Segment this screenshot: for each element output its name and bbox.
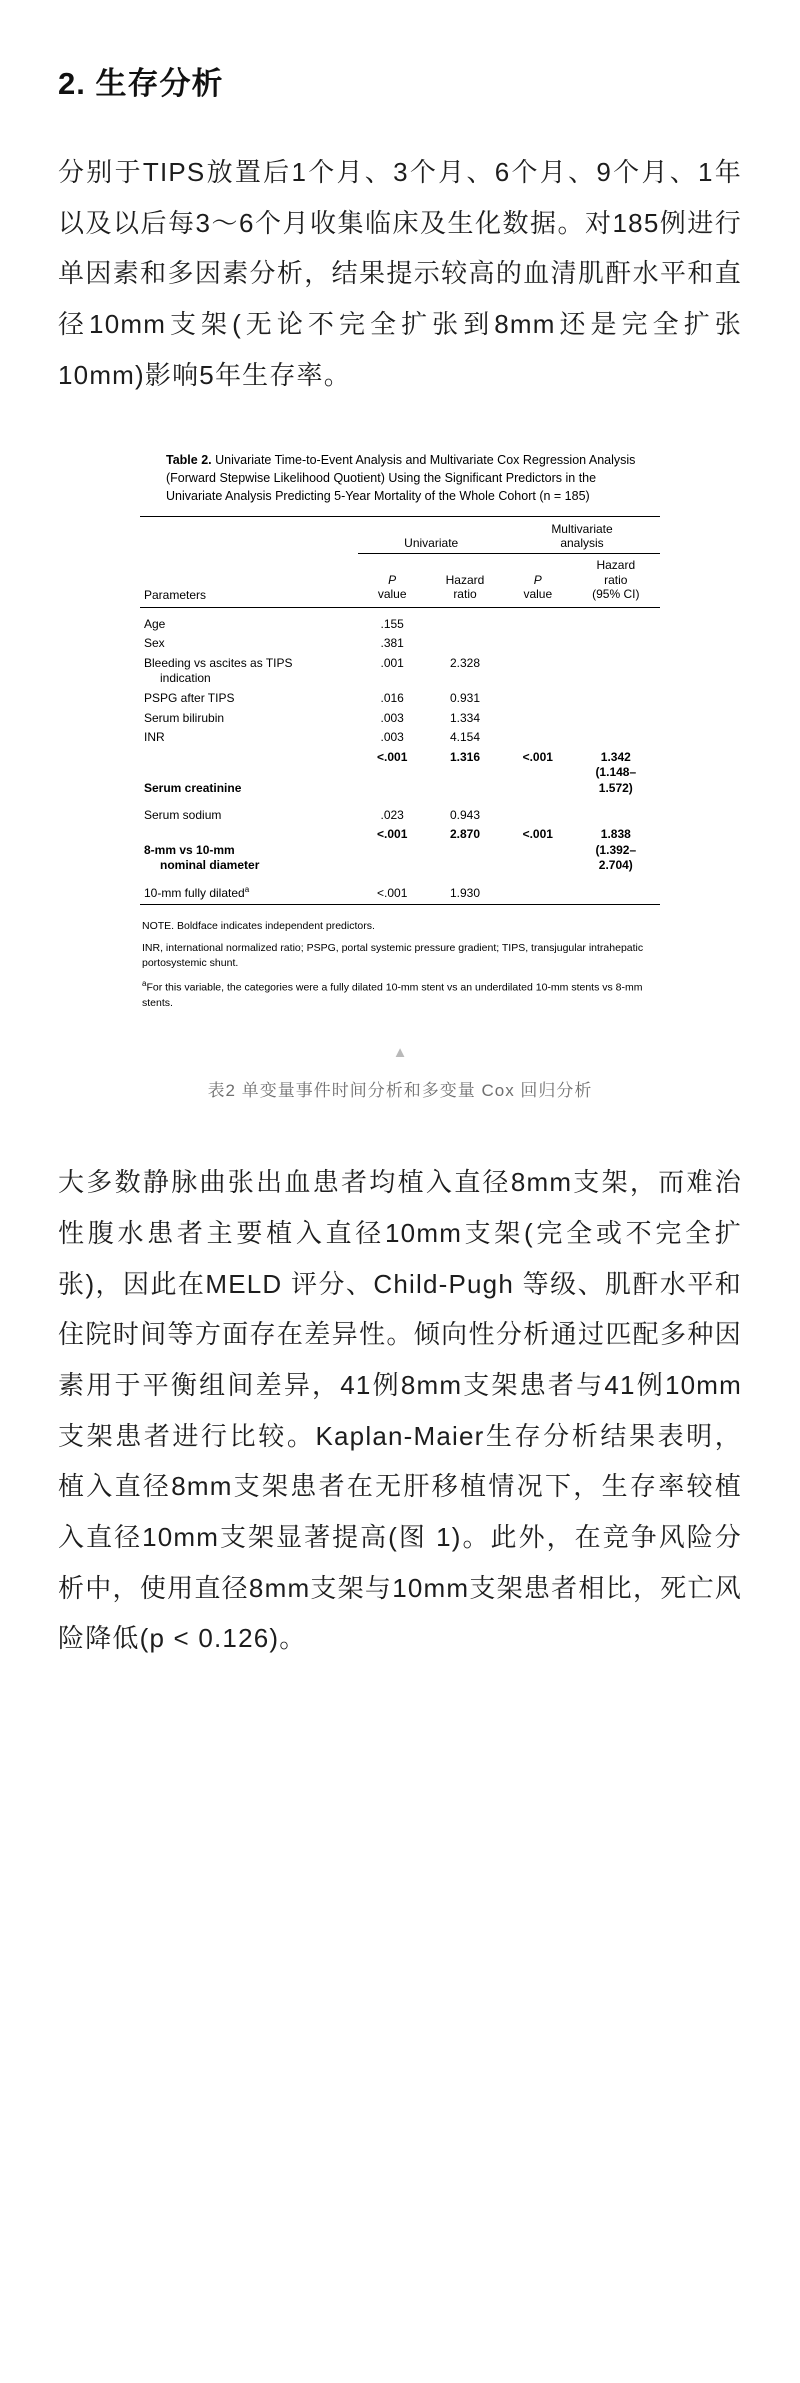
table-row <box>140 634 660 654</box>
col-header-multi-hr-line1: Hazard <box>596 558 636 573</box>
table-note-3-marker: a <box>142 979 147 989</box>
row-multi-hr-value: 1.838 <box>600 827 631 842</box>
row-multi-p <box>504 654 572 689</box>
row-multi-hr <box>572 615 660 635</box>
row-uni-p: .003 <box>380 730 404 745</box>
row-uni-hr: 1.334 <box>449 710 480 725</box>
col-header-multi-hr-line3: (95% CI) <box>592 587 640 602</box>
col-header-uni-p <box>358 554 426 607</box>
row-uni-p: .003 <box>380 710 404 725</box>
row-uni-p: .155 <box>380 616 404 631</box>
table-row-spacer <box>140 799 660 806</box>
row-uni-p: <.001 <box>377 749 408 764</box>
table-row <box>140 615 660 635</box>
row-uni-p: .001 <box>380 655 404 670</box>
row-parameter: Serum bilirubin <box>144 710 225 725</box>
table-row <box>140 883 660 904</box>
col-header-parameters: Parameters <box>144 587 207 602</box>
figure-table-2 <box>58 452 742 1101</box>
col-header-multi-hr <box>572 554 660 607</box>
col-header-multi-p-line1: P <box>533 572 542 587</box>
col-header-multi-p <box>504 554 572 607</box>
row-multi-p <box>504 806 572 826</box>
table-row <box>140 689 660 709</box>
row-multi-ci-line1: (1.148– <box>595 765 637 780</box>
row-multi-p <box>504 883 572 904</box>
table-note-2: INR, international normalized ratio; PSPG, portal systemic pressure gradient; TIPS, transjugular intrahepatic portosystemic shunt. <box>142 941 644 969</box>
row-parameter-line2: nominal diameter <box>160 858 260 873</box>
row-multi-hr <box>572 825 660 876</box>
paragraph-2: 大多数静脉曲张出血患者均植入直径8mm支架，而难治性腹水患者主要植入直径10mm支架(完全或不完全扩张)，因此在MELD 评分、Child-Pugh 等级、肌酐水平和住院时间等方面存在差异性。倾向性分析通过匹配多种因素用于平衡组间差异，41例8mm支架患者与41例10mm支架患者进行比较。Kaplan-Maier生存分析结果表明，植入直径8mm支架患者在无肝移植情况下，生存率较植入直径10mm支架显著提高(图 1)。此外，在竞争风险分析中，使用直径8mm支架与10mm支架患者相比，死亡风险降低(p < 0.126)。 <box>58 1167 742 1654</box>
row-parameter <box>140 883 358 904</box>
row-uni-p: .023 <box>380 807 404 822</box>
table-row <box>140 709 660 729</box>
row-parameter: Serum sodium <box>144 807 222 822</box>
col-header-uni-p-line1: P <box>388 572 397 587</box>
row-uni-p: .016 <box>380 691 404 706</box>
row-uni-hr: 2.328 <box>449 655 480 670</box>
col-header-uni-hr-line2: ratio <box>453 587 477 602</box>
table-head-rule <box>140 607 660 615</box>
row-multi-p: <.001 <box>522 827 553 842</box>
statistics-table-card <box>140 452 660 1011</box>
table-label: Table 2. <box>166 453 212 468</box>
row-multi-hr <box>572 728 660 748</box>
row-multi-ci-line2: 1.572) <box>598 780 633 795</box>
row-multi-hr <box>572 709 660 729</box>
row-multi-p <box>504 689 572 709</box>
row-multi-hr <box>572 689 660 709</box>
row-uni-hr: 0.943 <box>449 807 480 822</box>
row-parameter <box>140 825 358 876</box>
table-head-row-columns <box>140 554 660 607</box>
collapse-arrow-icon[interactable]: ▲ <box>392 1044 408 1062</box>
table-row <box>140 728 660 748</box>
row-uni-hr <box>426 615 504 635</box>
row-multi-ci-line2: 2.704) <box>598 858 633 873</box>
row-parameter-line1: 8-mm vs 10-mm <box>144 842 235 857</box>
row-multi-hr <box>572 634 660 654</box>
page-title: 2. 生存分析 <box>58 66 224 101</box>
row-multi-hr <box>572 654 660 689</box>
table-row <box>140 654 660 689</box>
row-uni-hr: 0.931 <box>449 691 480 706</box>
row-uni-hr: 4.154 <box>449 730 480 745</box>
group-header-multivariate-line2: analysis <box>560 536 604 551</box>
row-parameter-text: 10-mm fully dilated <box>144 885 245 900</box>
row-uni-hr: 2.870 <box>449 827 480 842</box>
row-multi-ci-line1: (1.392– <box>595 842 637 857</box>
table-row <box>140 825 660 876</box>
group-header-multivariate <box>504 516 660 554</box>
row-parameter: INR <box>144 730 165 745</box>
row-parameter <box>140 654 358 689</box>
group-header-univariate: Univariate <box>358 516 504 554</box>
row-uni-hr: 1.930 <box>449 885 480 900</box>
row-parameter-line2: indication <box>160 671 211 686</box>
paragraph-1: 分别于TIPS放置后1个月、3个月、6个月、9个月、1年以及以后每3～6个月收集临床及生化数据。对185例进行单因素和多因素分析，结果提示较高的血清肌酐水平和直径10mm支架(无论不完全扩张到8mm还是完全扩张10mm)影响5年生存率。 <box>58 157 742 390</box>
col-header-uni-hr-line1: Hazard <box>445 572 485 587</box>
row-multi-p <box>504 615 572 635</box>
row-multi-hr <box>572 883 660 904</box>
table-note-3-text: For this variable, the categories were a fully dilated 10-mm stent vs an underdilated 10-mm stents vs 8-mm stents. <box>142 981 643 1009</box>
row-uni-p: <.001 <box>377 827 408 842</box>
row-multi-hr <box>572 806 660 826</box>
row-multi-p <box>504 709 572 729</box>
table-head-row-groups <box>140 516 660 554</box>
row-parameter-line1: Bleeding vs ascites as TIPS <box>144 655 293 670</box>
group-header-multivariate-line1: Multivariate <box>551 521 613 536</box>
col-header-uni-hr <box>426 554 504 607</box>
col-header-multi-hr-line2: ratio <box>604 572 628 587</box>
table-title-text: Univariate Time-to-Event Analysis and Multivariate Cox Regression Analysis (Forward Stepwise Likelihood Quotient) Using the Significant Predictors in the Univariate Analysis Predicting 5-Year Mortality of the Whole Cohort (n = 185) <box>166 453 636 503</box>
row-multi-hr-value: 1.342 <box>600 749 631 764</box>
row-parameter: Age <box>144 616 166 631</box>
table-bottom-rule <box>140 904 660 912</box>
row-uni-p: .381 <box>380 636 404 651</box>
row-uni-hr: 1.316 <box>449 749 480 764</box>
col-header-multi-p-line2: value <box>523 587 553 602</box>
row-uni-p: <.001 <box>377 885 408 900</box>
table-row-spacer <box>140 876 660 883</box>
table-row <box>140 806 660 826</box>
table-title <box>140 452 660 505</box>
table-row <box>140 748 660 799</box>
figure-caption: 表2 单变量事件时间分析和多变量 Cox 回归分析 <box>207 1081 593 1101</box>
row-multi-p <box>504 634 572 654</box>
row-parameter-footnote-marker: a <box>244 884 250 894</box>
col-header-uni-p-line2: value <box>377 587 407 602</box>
table-note-1: NOTE. Boldface indicates independent predictors. <box>142 919 375 932</box>
row-uni-hr <box>426 634 504 654</box>
row-multi-hr <box>572 748 660 799</box>
row-parameter: Serum creatinine <box>144 780 242 795</box>
row-multi-p: <.001 <box>522 749 553 764</box>
row-multi-p <box>504 728 572 748</box>
statistics-table <box>140 516 660 912</box>
row-parameter: Sex <box>144 636 165 651</box>
table-note-3 <box>140 978 660 1011</box>
row-parameter: PSPG after TIPS <box>144 691 235 706</box>
